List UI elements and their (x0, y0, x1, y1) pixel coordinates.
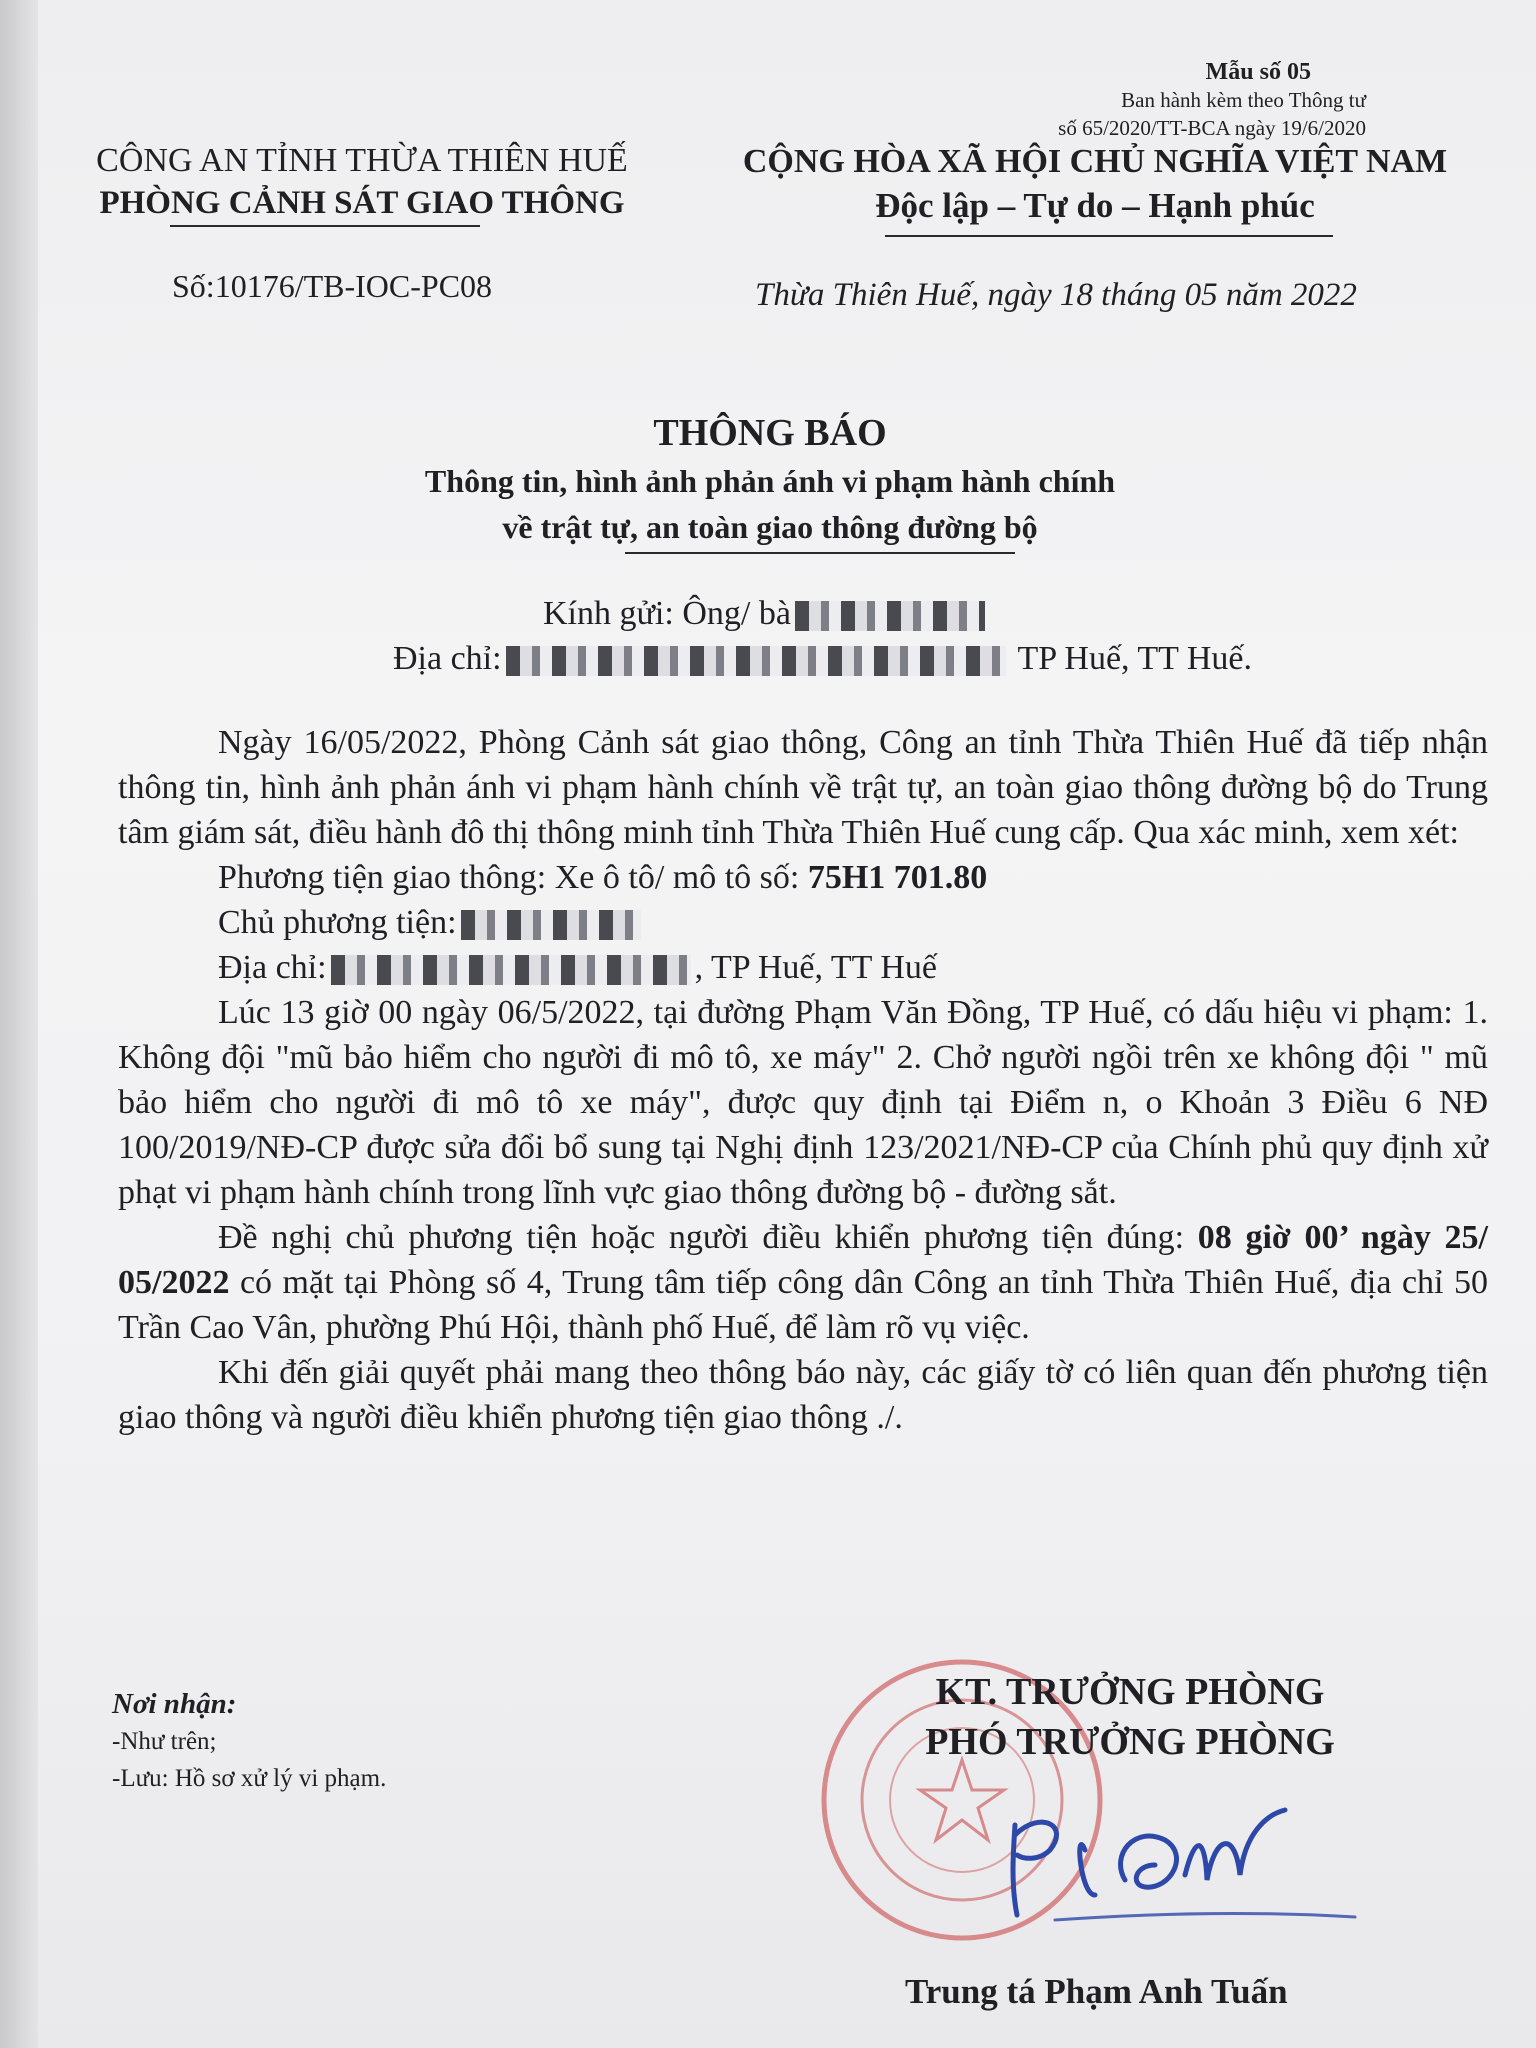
org-line-1: CÔNG AN TỈNH THỪA THIÊN HUẾ (96, 142, 628, 179)
form-number-title: Mẫu số 05 (1205, 59, 1311, 85)
addressee-address (393, 640, 1252, 678)
addressee-label: Kính gửi: Ông/ bà (543, 595, 791, 632)
p3-end: có mặt tại Phòng số 4, Trung tâm tiếp công dân Công an tỉnh Thừa Thiên Huế, địa chỉ 50 Trần Cao Vân, phường Phú Hội, thành phố Huế, để làm rõ vụ việc. (118, 1264, 1488, 1346)
owner-address-label: Địa chỉ: (218, 949, 327, 986)
appointment-time: 08 giờ 00’ ngày 25/ 05/2022 (118, 1219, 1488, 1301)
vehicle-label: Phương tiện giao thông: Xe ô tô/ mô tô số: (218, 859, 800, 896)
motto-underline (885, 235, 1333, 237)
owner-address-line (118, 945, 1488, 990)
body-paragraph-3 (118, 1215, 1488, 1350)
document-date: Thừa Thiên Huế, ngày 18 tháng 05 năm 2022 (755, 277, 1357, 313)
form-number-line2: số 65/2020/TT-BCA ngày 19/6/2020 (1058, 116, 1366, 140)
address-tail: TP Huế, TT Huế. (1017, 640, 1252, 677)
form-number-line1: Ban hành kèm theo Thông tư (1121, 88, 1366, 112)
org-underline (170, 225, 480, 227)
signature-title-1: KT. TRƯỞNG PHÒNG (935, 1671, 1325, 1713)
body-paragraph-4: Khi đến giải quyết phải mang theo thông báo này, các giấy tờ có liên quan đến phương tiện giao thông và người điều khiển phương tiện giao thông ./. (118, 1354, 1488, 1436)
owner-label: Chủ phương tiện: (218, 904, 457, 941)
body-paragraph-1: Ngày 16/05/2022, Phòng Cảnh sát giao thông, Công an tỉnh Thừa Thiên Huế đã tiếp nhận thông tin, hình ảnh phản ánh vi phạm hành chính về trật tự, an toàn giao thông đường bộ do Trung tâm giám sát, điều hành đô thị thông minh tỉnh Thừa Thiên Huế cung cấp. Qua xác minh, xem xét: (118, 724, 1488, 851)
nation-line-1: CỘNG HÒA XÃ HỘI CHỦ NGHĨA VIỆT NAM (742, 143, 1448, 180)
title-sub-2: về trật tự, an toàn giao thông đường bộ (502, 509, 1038, 545)
body-paragraph-2: Lúc 13 giờ 00 ngày 06/5/2022, tại đường Phạm Văn Đồng, TP Huế, có dấu hiệu vi phạm: 1. Không đội "mũ bảo hiểm cho người đi mô tô, xe máy" 2. Chở người ngồi trên xe không đội " mũ bảo hiểm cho người đi mô tô xe máy", được quy định tại Điểm n, o Khoản 3 Điều 6 NĐ 100/2019/NĐ-CP được sửa đổi bổ sung tại Nghị định 123/2021/NĐ-CP của Chính phủ quy định xử phạt vi phạm hành chính trong lĩnh vực giao thông đường bộ - đường sắt. (118, 994, 1488, 1211)
document-body (118, 720, 1488, 1440)
recipients-heading: Nơi nhận: (112, 1688, 237, 1720)
title-underline (625, 552, 1015, 554)
vehicle-line (118, 855, 1488, 900)
nation-motto: Độc lập – Tự do – Hạnh phúc (875, 186, 1315, 225)
owner-line (118, 900, 1488, 945)
org-line-2: PHÒNG CẢNH SÁT GIAO THÔNG (99, 185, 625, 221)
document-title (220, 408, 1320, 550)
recipient-item-1: -Như trên; (112, 1728, 217, 1755)
signature-block (900, 1667, 1360, 1767)
vehicle-plate: 75H1 701.80 (807, 859, 988, 896)
owner-address-tail: , TP Huế, TT Huế (694, 949, 937, 986)
redacted-owner (461, 910, 641, 940)
signer-name: Trung tá Phạm Anh Tuấn (905, 1972, 1288, 2011)
form-number-block (1058, 58, 1366, 142)
redacted-name (795, 601, 985, 631)
title-sub-1: Thông tin, hình ảnh phản ánh vi phạm hành chính (424, 463, 1116, 499)
redacted-address (506, 646, 1006, 676)
address-label: Địa chỉ: (393, 640, 502, 677)
issuing-organization (52, 140, 672, 224)
page-fold-shadow (0, 0, 38, 2048)
national-header (700, 140, 1490, 228)
document-number: Số:10176/TB-IOC-PC08 (172, 268, 493, 304)
addressee-line (543, 595, 989, 633)
signature-title-2: PHÓ TRƯỞNG PHÒNG (925, 1721, 1335, 1763)
recipient-item-2: -Lưu: Hồ sơ xử lý vi phạm. (112, 1765, 387, 1792)
redacted-owner-address (331, 955, 691, 985)
p3-start: Đề nghị chủ phương tiện hoặc người điều khiển phương tiện đúng: (218, 1219, 1198, 1256)
recipients-block (112, 1686, 386, 1797)
title-main: THÔNG BÁO (653, 412, 887, 454)
handwritten-signature (995, 1795, 1375, 1935)
